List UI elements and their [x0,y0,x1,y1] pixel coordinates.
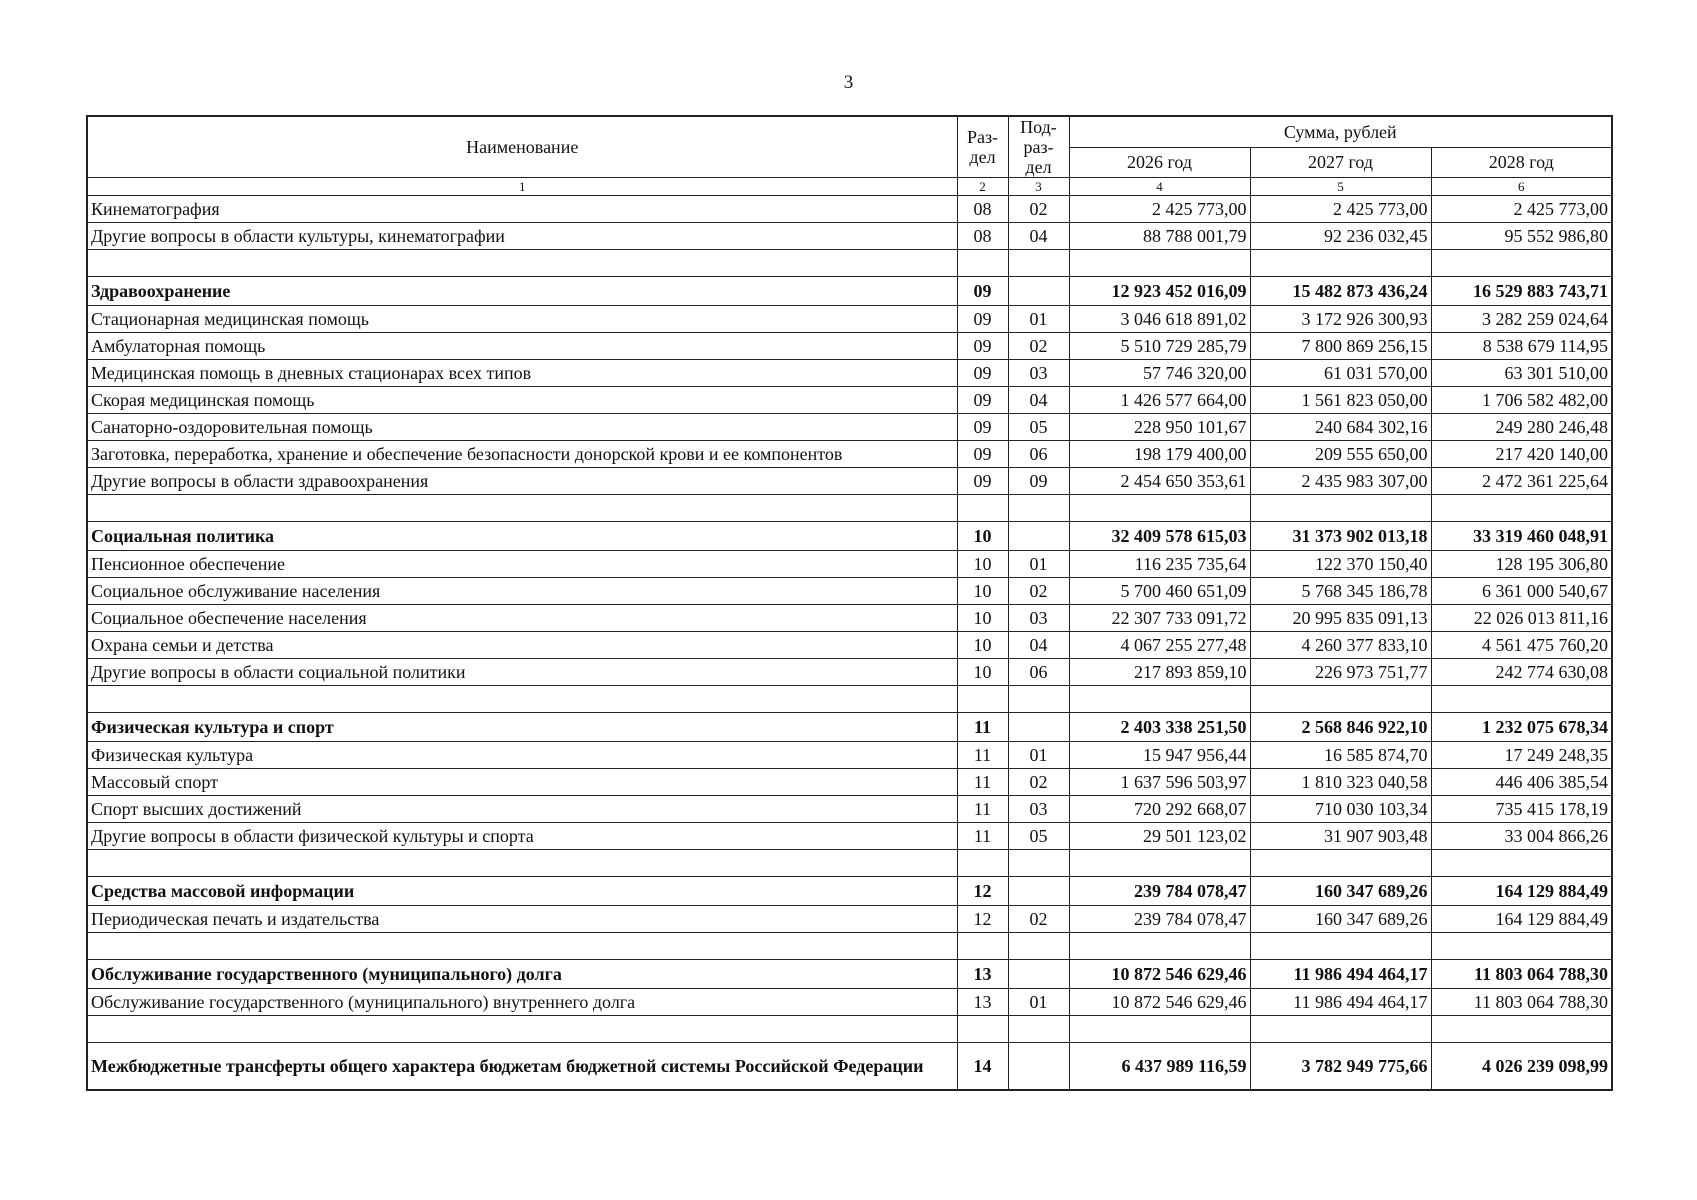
row-amount-2027: 5 768 345 186,78 [1250,578,1431,605]
row-podrazdel [1008,522,1069,551]
row-amount-2026: 88 788 001,79 [1069,223,1250,250]
row-amount-2027: 209 555 650,00 [1250,441,1431,468]
row-amount-2028: 217 420 140,00 [1431,441,1612,468]
row-amount-2028: 8 538 679 114,95 [1431,333,1612,360]
row-razdel: 10 [957,605,1008,632]
empty-cell [1250,495,1431,522]
row-podrazdel: 06 [1008,659,1069,686]
table-row [87,414,1612,441]
row-podrazdel: 06 [1008,441,1069,468]
row-amount-2027: 61 031 570,00 [1250,360,1431,387]
row-name: Санаторно-оздоровительная помощь [87,414,957,441]
row-amount-2026: 22 307 733 091,72 [1069,605,1250,632]
header-razdel [957,116,1008,178]
row-amount-2027: 11 986 494 464,17 [1250,989,1431,1016]
header-year-2027: 2027 год [1250,147,1431,177]
row-amount-2027: 122 370 150,40 [1250,551,1431,578]
spacer-row [87,933,1612,960]
row-podrazdel: 03 [1008,360,1069,387]
row-amount-2027: 3 172 926 300,93 [1250,306,1431,333]
header-podrazdel [1008,116,1069,178]
empty-cell [957,933,1008,960]
row-razdel: 13 [957,989,1008,1016]
row-name: Социальное обслуживание населения [87,578,957,605]
empty-cell [1250,933,1431,960]
row-amount-2027: 1 561 823 050,00 [1250,387,1431,414]
row-name: Социальная политика [87,522,957,551]
row-name: Массовый спорт [87,769,957,796]
row-amount-2027: 31 373 902 013,18 [1250,522,1431,551]
row-podrazdel: 02 [1008,906,1069,933]
empty-cell [1069,495,1250,522]
row-amount-2026: 3 046 618 891,02 [1069,306,1250,333]
row-podrazdel [1008,960,1069,989]
row-name: Другие вопросы в области социальной политики [87,659,957,686]
empty-cell [1431,933,1612,960]
row-razdel: 12 [957,906,1008,933]
column-index: 4 [1069,178,1250,196]
row-name: Пенсионное обеспечение [87,551,957,578]
row-amount-2027: 16 585 874,70 [1250,742,1431,769]
row-name: Кинематография [87,196,957,223]
empty-cell [1008,495,1069,522]
row-amount-2028: 735 415 178,19 [1431,796,1612,823]
row-name: Другие вопросы в области здравоохранения [87,468,957,495]
row-amount-2027: 15 482 873 436,24 [1250,277,1431,306]
table-row [87,333,1612,360]
row-name: Медицинская помощь в дневных стационарах всех типов [87,360,957,387]
table-row [87,659,1612,686]
empty-cell [87,495,957,522]
row-amount-2027: 4 260 377 833,10 [1250,632,1431,659]
section-row [87,713,1612,742]
row-amount-2026: 10 872 546 629,46 [1069,989,1250,1016]
table-row [87,551,1612,578]
table-row [87,360,1612,387]
row-amount-2027: 2 435 983 307,00 [1250,468,1431,495]
row-name: Амбулаторная помощь [87,333,957,360]
empty-cell [1431,495,1612,522]
row-amount-2026: 217 893 859,10 [1069,659,1250,686]
row-podrazdel: 02 [1008,578,1069,605]
row-amount-2028: 128 195 306,80 [1431,551,1612,578]
row-amount-2028: 11 803 064 788,30 [1431,989,1612,1016]
row-amount-2027: 7 800 869 256,15 [1250,333,1431,360]
row-amount-2027: 160 347 689,26 [1250,906,1431,933]
header-year-2028: 2028 год [1431,147,1612,177]
section-row [87,877,1612,906]
row-podrazdel: 02 [1008,196,1069,223]
row-amount-2028: 164 129 884,49 [1431,877,1612,906]
row-razdel: 09 [957,387,1008,414]
header-year-2026: 2026 год [1069,147,1250,177]
row-name: Заготовка, переработка, хранение и обеспечение безопасности донорской крови и ее компонентов [87,441,957,468]
spacer-row [87,250,1612,277]
empty-cell [1250,850,1431,877]
row-name: Физическая культура и спорт [87,713,957,742]
empty-cell [87,933,957,960]
row-podrazdel: 01 [1008,989,1069,1016]
row-amount-2026: 1 426 577 664,00 [1069,387,1250,414]
header-podrazdel-line3: дел [1025,157,1052,177]
row-amount-2028: 4 561 475 760,20 [1431,632,1612,659]
row-amount-2026: 720 292 668,07 [1069,796,1250,823]
row-amount-2028: 33 319 460 048,91 [1431,522,1612,551]
row-name: Социальное обеспечение населения [87,605,957,632]
empty-cell [1069,933,1250,960]
row-amount-2028: 11 803 064 788,30 [1431,960,1612,989]
row-amount-2028: 16 529 883 743,71 [1431,277,1612,306]
table-row [87,632,1612,659]
row-amount-2026: 239 784 078,47 [1069,877,1250,906]
column-index: 2 [957,178,1008,196]
row-amount-2026: 2 403 338 251,50 [1069,713,1250,742]
table-row [87,223,1612,250]
row-podrazdel: 03 [1008,796,1069,823]
row-amount-2026: 5 700 460 651,09 [1069,578,1250,605]
row-razdel: 11 [957,796,1008,823]
row-amount-2026: 15 947 956,44 [1069,742,1250,769]
row-name: Охрана семьи и детства [87,632,957,659]
row-razdel: 09 [957,441,1008,468]
row-amount-2028: 1 232 075 678,34 [1431,713,1612,742]
row-razdel: 12 [957,877,1008,906]
row-razdel: 09 [957,306,1008,333]
empty-cell [1431,686,1612,713]
row-razdel: 10 [957,522,1008,551]
row-podrazdel [1008,713,1069,742]
row-amount-2028: 6 361 000 540,67 [1431,578,1612,605]
row-amount-2026: 57 746 320,00 [1069,360,1250,387]
row-podrazdel: 02 [1008,769,1069,796]
row-podrazdel [1008,1043,1069,1091]
row-name: Другие вопросы в области физической культуры и спорта [87,823,957,850]
empty-cell [1250,1016,1431,1043]
row-amount-2028: 22 026 013 811,16 [1431,605,1612,632]
row-podrazdel: 04 [1008,387,1069,414]
empty-cell [957,686,1008,713]
row-amount-2027: 11 986 494 464,17 [1250,960,1431,989]
row-amount-2026: 10 872 546 629,46 [1069,960,1250,989]
empty-cell [957,250,1008,277]
page-number: 3 [843,72,854,93]
spacer-row [87,495,1612,522]
row-razdel: 10 [957,659,1008,686]
row-razdel: 14 [957,1043,1008,1091]
row-amount-2028: 95 552 986,80 [1431,223,1612,250]
empty-cell [1250,250,1431,277]
empty-cell [1008,850,1069,877]
row-razdel: 11 [957,769,1008,796]
section-row [87,277,1612,306]
row-name: Межбюджетные трансферты общего характера бюджетам бюджетной системы Российской Федерации [87,1043,957,1091]
row-podrazdel: 04 [1008,223,1069,250]
empty-cell [1431,1016,1612,1043]
row-amount-2027: 3 782 949 775,66 [1250,1043,1431,1091]
row-amount-2026: 198 179 400,00 [1069,441,1250,468]
row-name: Здравоохранение [87,277,957,306]
row-amount-2026: 228 950 101,67 [1069,414,1250,441]
row-podrazdel: 01 [1008,742,1069,769]
column-index-row [87,178,1612,196]
table-row [87,578,1612,605]
row-amount-2026: 4 067 255 277,48 [1069,632,1250,659]
row-razdel: 10 [957,632,1008,659]
empty-cell [1008,686,1069,713]
header-podrazdel-line1: Под- [1020,117,1057,137]
row-amount-2027: 160 347 689,26 [1250,877,1431,906]
empty-cell [1008,933,1069,960]
row-razdel: 10 [957,578,1008,605]
empty-cell [87,686,957,713]
table-row [87,742,1612,769]
row-razdel: 11 [957,713,1008,742]
row-razdel: 08 [957,196,1008,223]
spacer-row [87,850,1612,877]
row-amount-2028: 63 301 510,00 [1431,360,1612,387]
row-razdel: 11 [957,823,1008,850]
row-amount-2027: 31 907 903,48 [1250,823,1431,850]
row-podrazdel: 02 [1008,333,1069,360]
row-amount-2028: 249 280 246,48 [1431,414,1612,441]
row-podrazdel: 01 [1008,306,1069,333]
row-amount-2026: 1 637 596 503,97 [1069,769,1250,796]
column-index: 6 [1431,178,1612,196]
row-name: Другие вопросы в области культуры, кинематографии [87,223,957,250]
table-row [87,306,1612,333]
row-amount-2027: 2 425 773,00 [1250,196,1431,223]
row-amount-2027: 710 030 103,34 [1250,796,1431,823]
empty-cell [1069,250,1250,277]
row-name: Периодическая печать и издательства [87,906,957,933]
row-razdel: 10 [957,551,1008,578]
row-amount-2026: 29 501 123,02 [1069,823,1250,850]
header-podrazdel-line2: раз- [1023,137,1054,157]
column-index: 3 [1008,178,1069,196]
column-index: 1 [87,178,957,196]
row-amount-2027: 1 810 323 040,58 [1250,769,1431,796]
row-name: Скорая медицинская помощь [87,387,957,414]
table-row [87,796,1612,823]
empty-cell [1069,1016,1250,1043]
empty-cell [1069,686,1250,713]
empty-cell [1431,250,1612,277]
table-row [87,387,1612,414]
row-podrazdel: 03 [1008,605,1069,632]
column-index: 5 [1250,178,1431,196]
row-amount-2028: 164 129 884,49 [1431,906,1612,933]
empty-cell [87,250,957,277]
header-sum: Сумма, рублей [1069,116,1612,147]
table-row [87,906,1612,933]
row-razdel: 13 [957,960,1008,989]
row-podrazdel: 05 [1008,823,1069,850]
row-amount-2028: 4 026 239 098,99 [1431,1043,1612,1091]
budget-table [86,115,1613,1091]
table-row [87,441,1612,468]
table-row [87,823,1612,850]
row-amount-2028: 446 406 385,54 [1431,769,1612,796]
row-amount-2028: 17 249 248,35 [1431,742,1612,769]
section-row [87,960,1612,989]
header-razdel-line1: Раз- [966,127,999,147]
table-row [87,468,1612,495]
empty-cell [1008,1016,1069,1043]
row-podrazdel [1008,277,1069,306]
row-podrazdel: 04 [1008,632,1069,659]
row-amount-2028: 1 706 582 482,00 [1431,387,1612,414]
row-amount-2027: 240 684 302,16 [1250,414,1431,441]
row-razdel: 09 [957,277,1008,306]
row-amount-2027: 226 973 751,77 [1250,659,1431,686]
row-podrazdel: 05 [1008,414,1069,441]
row-name: Физическая культура [87,742,957,769]
row-amount-2027: 20 995 835 091,13 [1250,605,1431,632]
header-razdel-line2: дел [969,147,996,167]
section-row [87,522,1612,551]
table-row [87,989,1612,1016]
row-name: Обслуживание государственного (муниципального) внутреннего долга [87,989,957,1016]
row-amount-2026: 2 454 650 353,61 [1069,468,1250,495]
row-name: Стационарная медицинская помощь [87,306,957,333]
row-razdel: 09 [957,468,1008,495]
row-razdel: 09 [957,333,1008,360]
row-name: Обслуживание государственного (муниципального) долга [87,960,957,989]
spacer-row [87,686,1612,713]
row-amount-2026: 12 923 452 016,09 [1069,277,1250,306]
empty-cell [957,1016,1008,1043]
row-podrazdel [1008,877,1069,906]
row-razdel: 08 [957,223,1008,250]
empty-cell [1250,686,1431,713]
row-amount-2026: 5 510 729 285,79 [1069,333,1250,360]
table-row [87,196,1612,223]
row-amount-2026: 239 784 078,47 [1069,906,1250,933]
empty-cell [1008,250,1069,277]
row-amount-2026: 2 425 773,00 [1069,196,1250,223]
row-amount-2026: 32 409 578 615,03 [1069,522,1250,551]
table-row [87,769,1612,796]
row-razdel: 09 [957,360,1008,387]
row-amount-2028: 2 425 773,00 [1431,196,1612,223]
row-razdel: 09 [957,414,1008,441]
row-amount-2026: 116 235 735,64 [1069,551,1250,578]
row-amount-2028: 242 774 630,08 [1431,659,1612,686]
row-podrazdel: 09 [1008,468,1069,495]
row-name: Спорт высших достижений [87,796,957,823]
section-row [87,1043,1612,1091]
spacer-row [87,1016,1612,1043]
row-podrazdel: 01 [1008,551,1069,578]
row-amount-2028: 2 472 361 225,64 [1431,468,1612,495]
empty-cell [957,850,1008,877]
empty-cell [957,495,1008,522]
header-name: Наименование [87,116,957,178]
empty-cell [87,1016,957,1043]
row-amount-2028: 33 004 866,26 [1431,823,1612,850]
table-row [87,605,1612,632]
row-amount-2028: 3 282 259 024,64 [1431,306,1612,333]
row-razdel: 11 [957,742,1008,769]
empty-cell [1431,850,1612,877]
row-amount-2026: 6 437 989 116,59 [1069,1043,1250,1091]
row-name: Средства массовой информации [87,877,957,906]
row-amount-2027: 2 568 846 922,10 [1250,713,1431,742]
row-amount-2027: 92 236 032,45 [1250,223,1431,250]
empty-cell [87,850,957,877]
empty-cell [1069,850,1250,877]
